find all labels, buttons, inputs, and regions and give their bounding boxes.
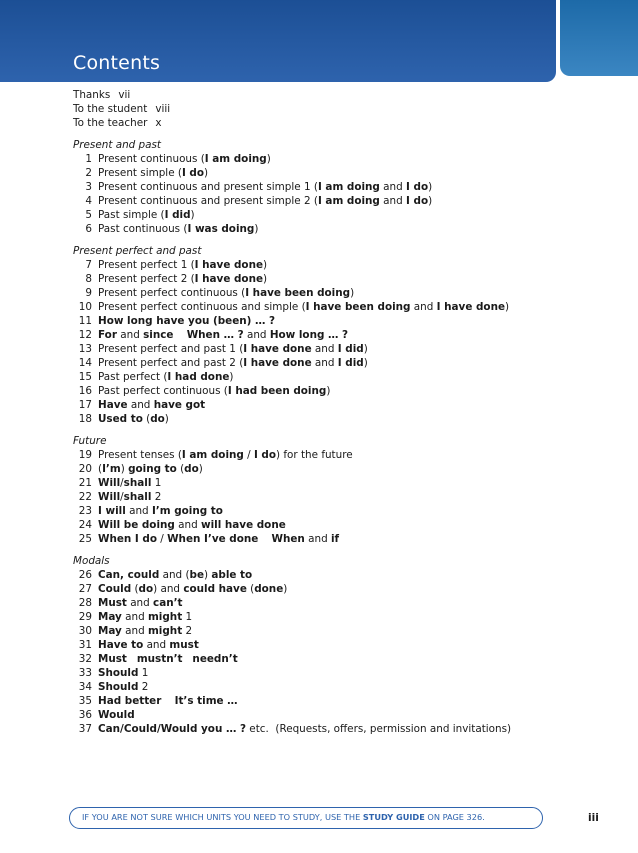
unit-number: 1: [85, 153, 92, 165]
unit-title-text: (: [98, 463, 103, 475]
unit-title-bold: Must: [98, 597, 127, 609]
front-matter-page: vii: [118, 89, 131, 101]
unit-title-bold: I am doing: [181, 449, 244, 461]
unit-number: 34: [78, 681, 92, 693]
unit-title-text: ): [229, 371, 234, 383]
unit-title-text: Present perfect and past 1 (: [98, 343, 244, 355]
unit-title-bold: I was doing: [187, 223, 255, 235]
unit-number: 11: [78, 315, 92, 327]
unit-title-text: and: [121, 625, 148, 637]
unit-number: 14: [78, 357, 92, 369]
unit-title-bold: I have done: [194, 259, 264, 271]
header-banner-tab: [560, 0, 638, 76]
unit-title-bold: Had better: [98, 695, 162, 707]
unit-title-bold: do: [150, 413, 165, 425]
unit-number: 8: [85, 273, 92, 285]
unit-entry[interactable]: [73, 208, 593, 222]
unit-title-text: ): [505, 301, 510, 313]
unit-entry[interactable]: [73, 652, 593, 666]
unit-title-bold: How long … ?: [269, 329, 349, 341]
unit-title-text: Present perfect 1 (: [98, 259, 195, 271]
unit-title-text: ): [363, 357, 368, 369]
unit-number: 32: [78, 653, 92, 665]
unit-entry[interactable]: [73, 152, 593, 166]
unit-number: 20: [78, 463, 92, 475]
unit-title-text: and: [143, 639, 170, 651]
unit-title-text: and: [311, 357, 338, 369]
unit-title: [98, 695, 238, 707]
unit-number: 22: [78, 491, 92, 503]
unit-title-bold: How long have you (been) … ?: [98, 315, 276, 327]
page-number: iii: [588, 812, 599, 824]
front-matter-page: x: [155, 117, 162, 129]
footer-text-after: ON PAGE 326.: [424, 812, 485, 822]
unit-title-bold: I had been doing: [227, 385, 327, 397]
unit-title-bold: shall: [123, 477, 152, 489]
unit-title: [98, 491, 161, 503]
footer-text-before: IF YOU ARE NOT SURE WHICH UNITS YOU NEED TO STUDY, USE THE: [82, 812, 363, 822]
unit-entry[interactable]: [73, 412, 593, 426]
unit-title-bold: could have: [183, 583, 247, 595]
unit-title-text: (: [246, 583, 255, 595]
unit-title-bold: When I’ve done: [167, 533, 259, 545]
unit-title-text: ): [350, 287, 355, 299]
unit-number: 28: [78, 597, 92, 609]
unit-title-bold: I am doing: [317, 195, 380, 207]
unit-title-text: [183, 653, 193, 665]
unit-number: 33: [78, 667, 92, 679]
unit-title-text: and: [126, 597, 154, 609]
unit-title-bold: mustn’t: [136, 653, 183, 665]
unit-title: [98, 681, 148, 693]
section-title: Modals: [73, 555, 110, 567]
unit-title-bold: Should: [98, 667, 139, 679]
unit-entry[interactable]: [73, 708, 593, 722]
front-matter-label: Thanks: [73, 89, 111, 101]
unit-title-text: ): [164, 413, 169, 425]
unit-title-text: 1: [151, 477, 162, 489]
unit-number: 24: [78, 519, 92, 531]
unit-title-bold: Will be doing: [98, 519, 175, 531]
unit-title: [98, 639, 199, 651]
unit-title: [98, 519, 286, 531]
unit-title-text: ): [120, 463, 129, 475]
unit-title-bold: able to: [211, 569, 253, 581]
unit-number: 17: [78, 399, 92, 411]
unit-entry[interactable]: [73, 722, 593, 736]
unit-number: 2: [85, 167, 92, 179]
unit-entry[interactable]: [73, 568, 593, 582]
unit-entry[interactable]: [73, 666, 593, 680]
unit-title-bold: I did: [164, 209, 191, 221]
unit-title-bold: might: [147, 625, 183, 637]
section-gap: [73, 426, 593, 434]
section-gap: [73, 236, 593, 244]
unit-title-text: 2: [182, 625, 193, 637]
unit-title: [98, 667, 148, 679]
unit-entry[interactable]: [73, 694, 593, 708]
unit-number: 16: [78, 385, 92, 397]
unit-title-bold: shall: [123, 491, 152, 503]
footer-text: [82, 812, 485, 822]
unit-title-text: ): [204, 569, 212, 581]
unit-number: 12: [78, 329, 92, 341]
unit-number: 3: [85, 181, 92, 193]
front-matter-item[interactable]: [73, 88, 593, 102]
unit-title-bold: May: [98, 611, 122, 623]
unit-title-text: and: [311, 343, 338, 355]
unit-title-text: 1: [182, 611, 193, 623]
unit-entry[interactable]: [73, 222, 593, 236]
unit-number: 25: [78, 533, 92, 545]
unit-number: 18: [78, 413, 92, 425]
unit-title-bold: I do: [406, 181, 429, 193]
contents-list: [73, 88, 593, 736]
section-title: Present perfect and past: [73, 245, 202, 257]
unit-title-text: /: [243, 449, 254, 461]
unit-title-bold: must: [169, 639, 199, 651]
unit-title: [98, 611, 192, 623]
unit-title-bold: I have done: [194, 273, 264, 285]
unit-title: [98, 709, 135, 721]
front-matter-label: To the teacher: [73, 117, 148, 129]
unit-title: [98, 385, 330, 397]
unit-title-text: /: [156, 533, 168, 545]
unit-title: [98, 723, 511, 735]
unit-title-text: Past simple (: [98, 209, 165, 221]
unit-title-bold: Can, could: [98, 569, 160, 581]
unit-title-text: ): [283, 583, 288, 595]
unit-title-text: Present simple (: [98, 167, 182, 179]
unit-title-bold: do: [138, 583, 154, 595]
section-gap: [73, 130, 593, 138]
unit-title-bold: I’m going to: [151, 505, 223, 517]
unit-entry[interactable]: [73, 398, 593, 412]
unit-number: 23: [78, 505, 92, 517]
unit-title-text: ): [428, 195, 433, 207]
unit-title-text: and: [379, 195, 407, 207]
unit-title-bold: since: [143, 329, 174, 341]
unit-title-bold: if: [330, 533, 340, 545]
unit-entry[interactable]: [73, 356, 593, 370]
unit-title-text: /: [120, 477, 124, 489]
unit-title-bold: I have done: [436, 301, 506, 313]
unit-title-bold: I’m: [102, 463, 121, 475]
unit-number: 27: [78, 583, 92, 595]
unit-title-text: Present continuous and present simple 2 (: [98, 195, 318, 207]
unit-title: [98, 301, 509, 313]
unit-title: [98, 413, 169, 425]
section-title: Future: [73, 435, 107, 447]
unit-title: [98, 371, 233, 383]
unit-number: 26: [78, 569, 92, 581]
unit-title-bold: Can/Could/Would you … ?: [98, 723, 246, 735]
unit-title-text: ): [263, 259, 268, 271]
section-title: Present and past: [73, 139, 162, 151]
unit-title-text: ): [428, 181, 433, 193]
unit-title-text: Present perfect 2 (: [98, 273, 195, 285]
unit-entry[interactable]: [73, 680, 593, 694]
front-matter-page: viii: [155, 103, 171, 115]
unit-title-text: and: [243, 329, 270, 341]
unit-title-text: and: [410, 301, 437, 313]
unit-number: 30: [78, 625, 92, 637]
unit-title-bold: Would: [98, 709, 135, 721]
unit-title: [98, 463, 203, 475]
unit-title: [98, 597, 183, 609]
unit-title-text: ): [263, 273, 268, 285]
unit-title: [98, 505, 223, 517]
unit-title-bold: do: [184, 463, 199, 475]
unit-title-text: (: [142, 413, 151, 425]
unit-title-text: ): [254, 223, 259, 235]
unit-title-bold: I did: [337, 343, 364, 355]
unit-number: 7: [85, 259, 92, 271]
front-matter-item[interactable]: [73, 102, 593, 116]
unit-number: 31: [78, 639, 92, 651]
unit-title-text: ): [190, 209, 195, 221]
unit-title-bold: May: [98, 625, 122, 637]
unit-entry[interactable]: [73, 384, 593, 398]
unit-title-text: ) for the future: [276, 449, 353, 461]
unit-title: [98, 223, 258, 235]
unit-title-bold: For: [98, 329, 117, 341]
unit-entry[interactable]: [73, 582, 593, 596]
unit-title-bold: be: [189, 569, 205, 581]
unit-title: [98, 449, 353, 461]
unit-title-bold: can’t: [153, 597, 183, 609]
unit-title: [98, 167, 208, 179]
unit-title-text: Past continuous (: [98, 223, 188, 235]
unit-number: 37: [78, 723, 92, 735]
unit-entry[interactable]: [73, 370, 593, 384]
unit-entry[interactable]: [73, 638, 593, 652]
unit-title: [98, 259, 267, 271]
unit-number: 19: [78, 449, 92, 461]
unit-title: [98, 477, 161, 489]
unit-title-text: Past perfect (: [98, 371, 168, 383]
unit-title-bold: I do: [181, 167, 205, 179]
unit-number: 13: [78, 343, 92, 355]
unit-title-bold: I do: [406, 195, 429, 207]
unit-title-bold: Will: [98, 477, 121, 489]
unit-title-bold: I have been doing: [305, 301, 411, 313]
front-matter-label: To the student: [73, 103, 148, 115]
unit-title-text: ) and: [153, 583, 184, 595]
unit-title-bold: I am doing: [204, 153, 267, 165]
unit-title: [98, 343, 368, 355]
unit-title: [98, 329, 348, 341]
unit-title: [98, 653, 238, 665]
unit-title-text: 2: [151, 491, 162, 503]
unit-title-bold: Used to: [98, 413, 143, 425]
unit-title-bold: going to: [128, 463, 177, 475]
unit-title: [98, 569, 252, 581]
unit-title-text: Present tenses (: [98, 449, 182, 461]
unit-entry[interactable]: [73, 518, 593, 532]
unit-title-bold: When: [271, 533, 305, 545]
page-title: Contents: [73, 52, 161, 74]
footer-note: [69, 807, 543, 829]
unit-entry[interactable]: [73, 258, 593, 272]
unit-title-text: and: [125, 505, 152, 517]
unit-number: 15: [78, 371, 92, 383]
unit-entry[interactable]: [73, 272, 593, 286]
unit-title-text: ): [363, 343, 368, 355]
unit-title: [98, 181, 432, 193]
unit-title-bold: Must: [98, 653, 127, 665]
unit-title: [98, 209, 195, 221]
unit-title-text: ): [204, 167, 209, 179]
unit-title-text: and: [127, 399, 154, 411]
unit-title-text: Past perfect continuous (: [98, 385, 228, 397]
unit-title-text: /: [120, 491, 124, 503]
unit-title-bold: Will: [98, 491, 121, 503]
unit-title-bold: Have to: [98, 639, 144, 651]
unit-entry[interactable]: [73, 342, 593, 356]
study-guide-link[interactable]: STUDY GUIDE: [362, 812, 425, 822]
unit-entry[interactable]: [73, 462, 593, 476]
unit-title-text: [127, 653, 137, 665]
unit-title-text: Present continuous and present simple 1 (: [98, 181, 318, 193]
unit-title-text: and: [121, 611, 148, 623]
unit-title-text: etc. (Requests, offers, permission and invitations): [246, 723, 512, 735]
unit-title: [98, 625, 192, 637]
unit-entry[interactable]: [73, 194, 593, 208]
unit-number: 9: [85, 287, 92, 299]
unit-title-bold: might: [147, 611, 183, 623]
unit-title-bold: When … ?: [186, 329, 244, 341]
unit-title-text: Present perfect continuous (: [98, 287, 246, 299]
unit-entry[interactable]: [73, 166, 593, 180]
unit-title-bold: I have been doing: [245, 287, 351, 299]
unit-title-text: (: [131, 583, 139, 595]
unit-entry[interactable]: [73, 314, 593, 328]
unit-entry[interactable]: [73, 328, 593, 342]
unit-title-bold: done: [254, 583, 284, 595]
unit-title-text: Present perfect and past 2 (: [98, 357, 244, 369]
unit-title-text: and: [379, 181, 407, 193]
unit-title-bold: I have done: [243, 357, 312, 369]
unit-title-text: ): [266, 153, 271, 165]
unit-title-bold: I had done: [167, 371, 230, 383]
unit-title-bold: I have done: [243, 343, 312, 355]
unit-number: 5: [85, 209, 92, 221]
unit-number: 29: [78, 611, 92, 623]
unit-title: [98, 315, 275, 327]
unit-number: 6: [85, 223, 92, 235]
section-gap: [73, 546, 593, 554]
unit-title-bold: It’s time …: [174, 695, 238, 707]
unit-title-text: [161, 695, 174, 707]
unit-title-text: (: [176, 463, 185, 475]
unit-title: [98, 357, 368, 369]
unit-number: 21: [78, 477, 92, 489]
unit-entry[interactable]: [73, 286, 593, 300]
unit-entry[interactable]: [73, 624, 593, 638]
unit-entry[interactable]: [73, 596, 593, 610]
unit-title-bold: will have done: [201, 519, 286, 531]
unit-title-bold: I do: [253, 449, 277, 461]
unit-entry[interactable]: [73, 490, 593, 504]
unit-title-text: ): [198, 463, 203, 475]
unit-title: [98, 533, 339, 545]
unit-entry[interactable]: [73, 610, 593, 624]
unit-title-text: and: [174, 519, 201, 531]
front-matter-item[interactable]: [73, 116, 593, 130]
unit-title-text: Present continuous (: [98, 153, 205, 165]
unit-title: [98, 195, 432, 207]
unit-entry[interactable]: [73, 448, 593, 462]
unit-entry[interactable]: [73, 180, 593, 194]
unit-title-text: [173, 329, 186, 341]
unit-title-text: [258, 533, 271, 545]
unit-title: [98, 273, 267, 285]
unit-title-bold: needn’t: [192, 653, 238, 665]
unit-title-bold: Should: [98, 681, 139, 693]
unit-title-bold: I am doing: [317, 181, 380, 193]
unit-number: 4: [85, 195, 92, 207]
unit-entry[interactable]: [73, 300, 593, 314]
unit-entry[interactable]: [73, 476, 593, 490]
unit-title-bold: have got: [153, 399, 206, 411]
unit-title-text: 1: [138, 667, 149, 679]
unit-title-text: 2: [138, 681, 149, 693]
unit-title: [98, 153, 271, 165]
unit-title-bold: Have: [98, 399, 128, 411]
unit-title-bold: When I do: [98, 533, 157, 545]
unit-entry[interactable]: [73, 504, 593, 518]
unit-title: [98, 399, 205, 411]
unit-title-bold: Could: [98, 583, 132, 595]
unit-title-text: and: [116, 329, 144, 341]
unit-number: 35: [78, 695, 92, 707]
unit-title-text: and (: [159, 569, 190, 581]
unit-title: [98, 583, 287, 595]
unit-title-text: Present perfect continuous and simple (: [98, 301, 306, 313]
unit-title-bold: I will: [98, 505, 126, 517]
unit-entry[interactable]: [73, 532, 593, 546]
unit-title-bold: I did: [337, 357, 364, 369]
unit-title-text: and: [304, 533, 331, 545]
unit-title-text: ): [326, 385, 331, 397]
unit-number: 36: [78, 709, 92, 721]
unit-number: 10: [78, 301, 92, 313]
unit-title: [98, 287, 354, 299]
